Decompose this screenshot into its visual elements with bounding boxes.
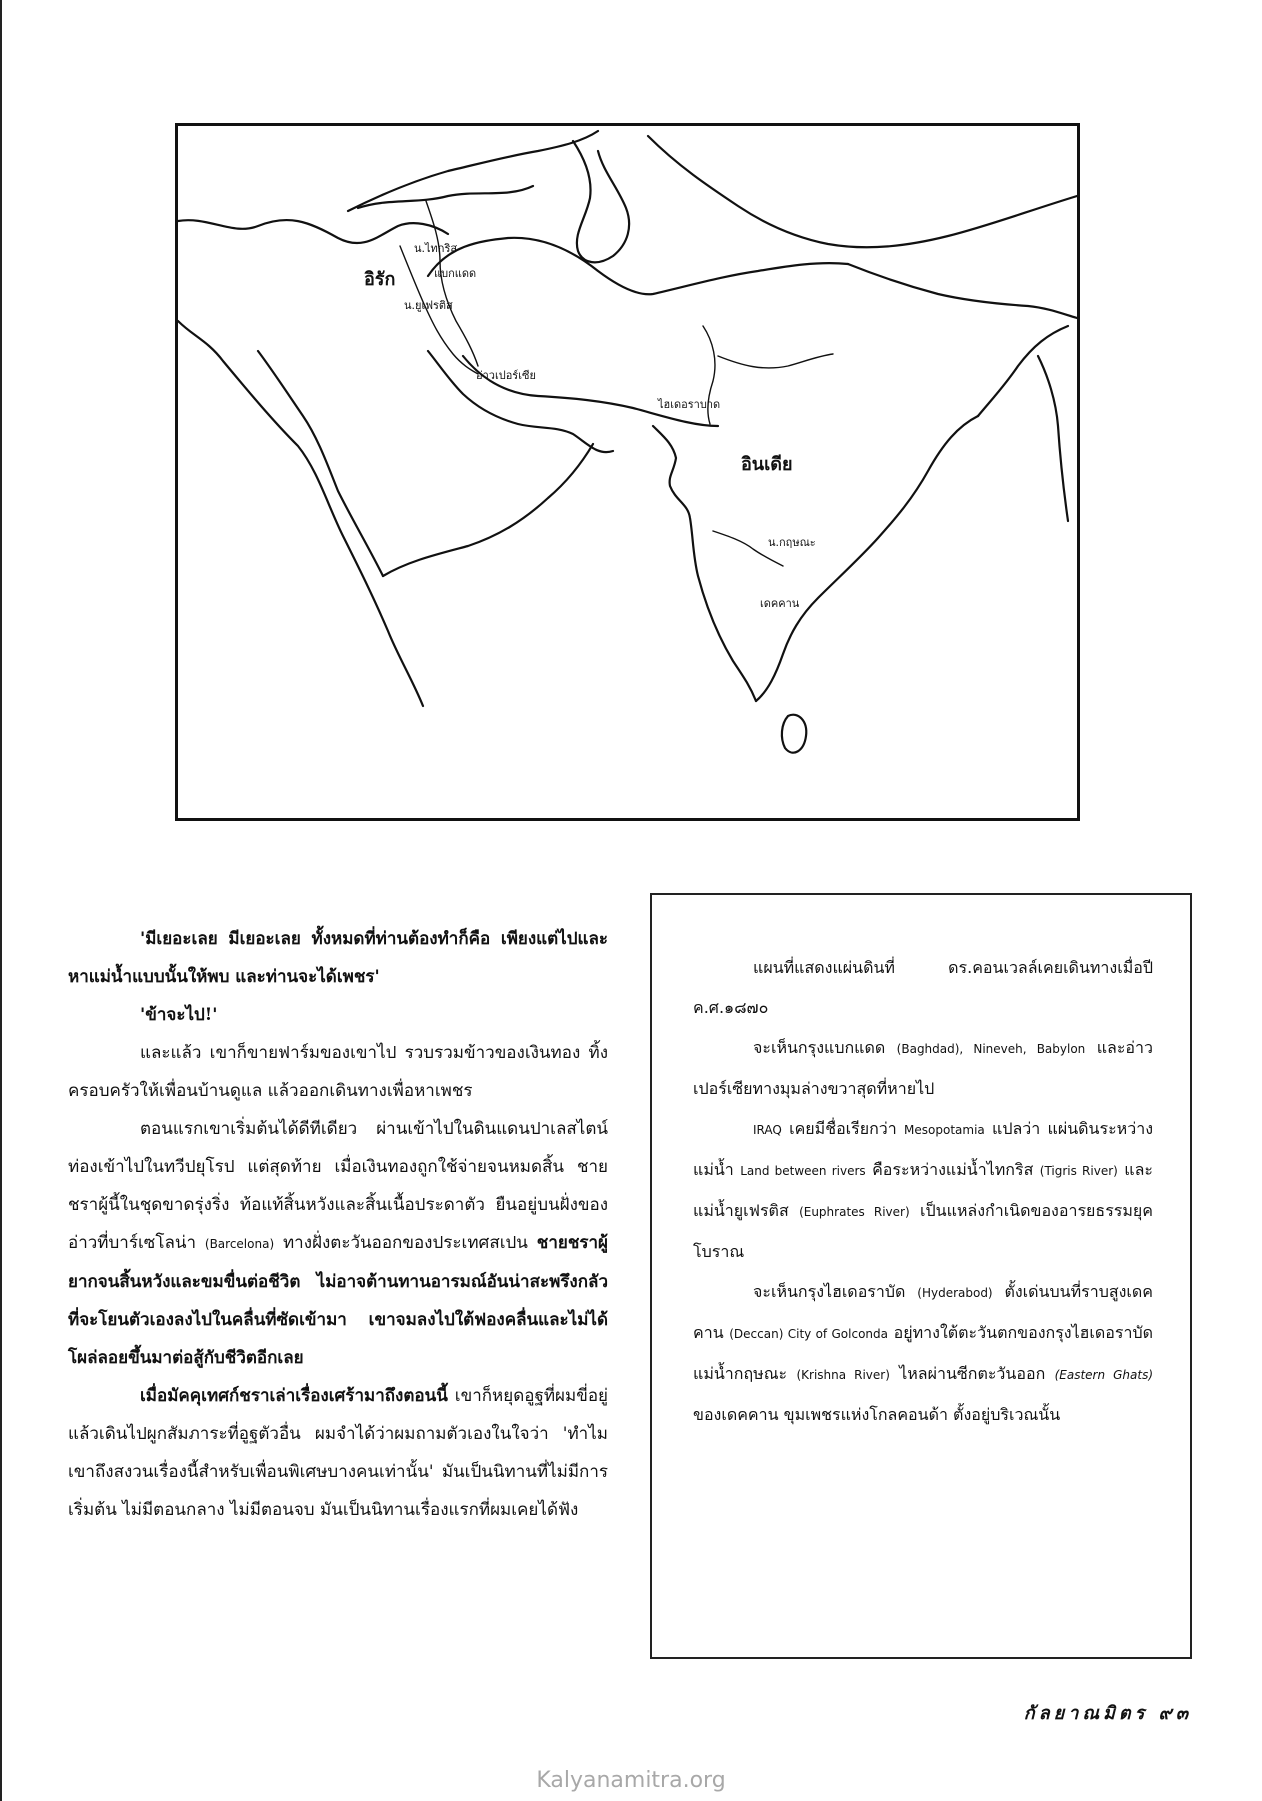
paragraph-text: ตอนแรกเขาเริ่มต้นได้ดีทีเดียว ผ่านเข้าไปในดินแดนปาเลสไตน์ ท่องเข้าไปในทวีปยุโรป แต่สุดท้าย เมื่อเงินทองถูกใช้จ่ายจนหมดสิ้น ชายชราผู้นี้ในชุดขาดรุ่งริ่ง ท้อแท้สิ้นหวังและสิ้นเนื้อประดาตัว ยืนอยู่บนฝั่งของอ่าวที่บาร์เซโลน่า <box>68 1119 608 1253</box>
label-krishna-river: น.กฤษณะ <box>768 536 816 549</box>
caption-text: ของเดคคาน ขุมเพชรแห่งโกลคอนด้า ตั้งอยู่บริเวณนั้น <box>693 1405 1061 1424</box>
map-drawing <box>178 126 1077 818</box>
historical-map <box>175 123 1080 821</box>
caption-text: ตั้งเด่นบนที่ราบสูงเดคคาน <box>693 1282 1153 1342</box>
paragraph <box>68 920 608 996</box>
label-deccan: เดคคาน <box>760 597 800 610</box>
caption-text: อยู่ทางใต้ตะวันตกของกรุงไฮเดอราบัด แม่น้ำกฤษณะ <box>693 1323 1153 1383</box>
label-euphrates-river: น.ยูเฟรติส <box>404 299 453 312</box>
latin-term: Land between rivers <box>740 1164 866 1178</box>
caption-text: และแม่น้ำยูเฟรติส <box>693 1160 1153 1220</box>
emphasis-text: ชายชราผู้ยากจนสิ้นหวังและขมขื่นต่อชีวิต ไม่อาจต้านทานอารมณ์อันน่าสะพรึงกลัวที่จะโยนตัวเองลงไปในคลื่นที่ซัดเข้ามา เขาจมลงไปใต้ฟองคลื่นและไม่ได้โผล่ลอยขึ้นมาต่อสู้กับชีวิตอีกเลย <box>68 1233 609 1368</box>
caption-text: จะเห็นกรุงแบกแดด <box>753 1038 886 1057</box>
river-ganges <box>718 354 833 368</box>
latin-term: Mesopotamia <box>904 1123 985 1137</box>
label-india: อินเดีย <box>741 454 793 475</box>
magazine-page-footer: กัลยาณมิตร ๙๓ <box>1023 1703 1192 1724</box>
latin-term: (Eastern Ghats) <box>1054 1368 1153 1382</box>
northern-ridge <box>648 136 1077 247</box>
coastline-arabia-west <box>258 351 383 576</box>
coastline-africa <box>178 321 423 706</box>
caption-text: เคยมีชื่อเรียกว่า <box>789 1119 897 1138</box>
latin-term: (Barcelona) <box>204 1237 275 1251</box>
latin-term: IRAQ <box>753 1123 782 1137</box>
latin-term: (Krishna River) <box>796 1368 890 1382</box>
caption-text: คือระหว่างแม่น้ำไทกริส <box>872 1160 1034 1179</box>
caption-paragraph <box>693 1109 1153 1272</box>
paragraph <box>68 1110 608 1377</box>
label-hyderabad: ไฮเดอราบาด <box>658 398 721 411</box>
page-edge-rule <box>0 0 2 1801</box>
himalaya-line <box>848 264 1077 318</box>
coastline-black-sea <box>348 131 598 211</box>
map-caption-text <box>693 948 1153 1435</box>
caption-paragraph <box>693 1272 1153 1435</box>
paragraph <box>68 1377 608 1529</box>
dialogue-text: 'มีเยอะเลย มีเยอะเลย ทั้งหมดที่ท่านต้องทำก็คือ เพียงแต่ไปและหาแม่น้ำแบบนั้นให้พบ และท่านจะได้เพชร' <box>68 929 608 987</box>
caption-text: แปลว่า แผ่นดินระหว่างแม่น้ำ <box>693 1119 1153 1179</box>
latin-term: (Deccan) City of Golconda <box>729 1327 888 1341</box>
coastline-arabia-south <box>383 444 593 576</box>
river-tigris <box>426 201 478 366</box>
paragraph-text: ทางฝั่งตะวันออกของประเทศสเปน <box>282 1233 528 1253</box>
latin-term: (Tigris River) <box>1039 1164 1118 1178</box>
iran-border <box>428 238 848 294</box>
label-persian-gulf: อ่าวเปอร์เซีย <box>476 369 536 382</box>
caption-paragraph <box>693 1028 1153 1109</box>
latin-term: (Hyderabod) <box>917 1286 993 1300</box>
paragraph-text: เขาก็หยุดอูฐที่ผมขี่อยู่ แล้วเดินไปผูกสัมภาระที่อูฐตัวอื่น ผมจำได้ว่าผมถามตัวเองในใจว่า 'ทำไมเขาถึงสงวนเรื่องนี้สำหรับเพื่อนพิเศษบางคนเท่านั้น' มันเป็นนิทานที่ไม่มีการเริ่มต้น ไม่มีตอนกลาง ไม่มีตอนจบ มันเป็นนิทานเรื่องแรกที่ผมเคยได้ฟัง <box>68 1386 608 1520</box>
caption-text: เป็นแหล่งกำเนิดของอารยธรรมยุคโบราณ <box>693 1201 1154 1261</box>
latin-term: (Euphrates River) <box>799 1205 910 1219</box>
coastline-mediterranean <box>178 220 448 243</box>
paragraph: และแล้ว เขาก็ขายฟาร์มของเขาไป รวบรวมข้าวของเงินทอง ทิ้งครอบครัวให้เพื่อนบ้านดูแล แล้วออกเดินทางเพื่อหาเพชร <box>68 1043 608 1101</box>
black-sea-south <box>358 186 533 208</box>
sri-lanka <box>782 715 806 753</box>
caption-text: ไหลผ่านซีกตะวันออก <box>899 1364 1046 1383</box>
label-baghdad: แบกแดด <box>434 267 477 280</box>
caption-text: และอ่าวเปอร์เซียทางมุมล่างขวาสุดที่หายไป <box>693 1038 1153 1098</box>
caption-paragraph: แผนที่แสดงแผ่นดินที่ ดร.คอนเวลล์เคยเดินทางเมื่อปี ค.ศ.๑๘๗๐ <box>693 958 1153 1017</box>
label-iraq: อิรัก <box>364 269 396 290</box>
coastline-southeast-asia <box>1038 356 1068 521</box>
paragraph: 'ข้าจะไป!' <box>140 1005 218 1025</box>
label-tigris-river: น.ไทกริส <box>414 242 458 255</box>
latin-term: (Baghdad), Nineveh, Babylon <box>896 1042 1086 1056</box>
caption-text: จะเห็นกรุงไฮเดอราบัด <box>753 1282 906 1301</box>
emphasis-text: เมื่อมัคคุเทศก์ชราเล่าเรื่องเศร้ามาถึงตอนนี้ <box>140 1386 448 1406</box>
caspian-sea <box>573 141 629 262</box>
body-text-column <box>68 920 608 1529</box>
watermark: Kalyanamitra.org <box>536 1768 726 1793</box>
